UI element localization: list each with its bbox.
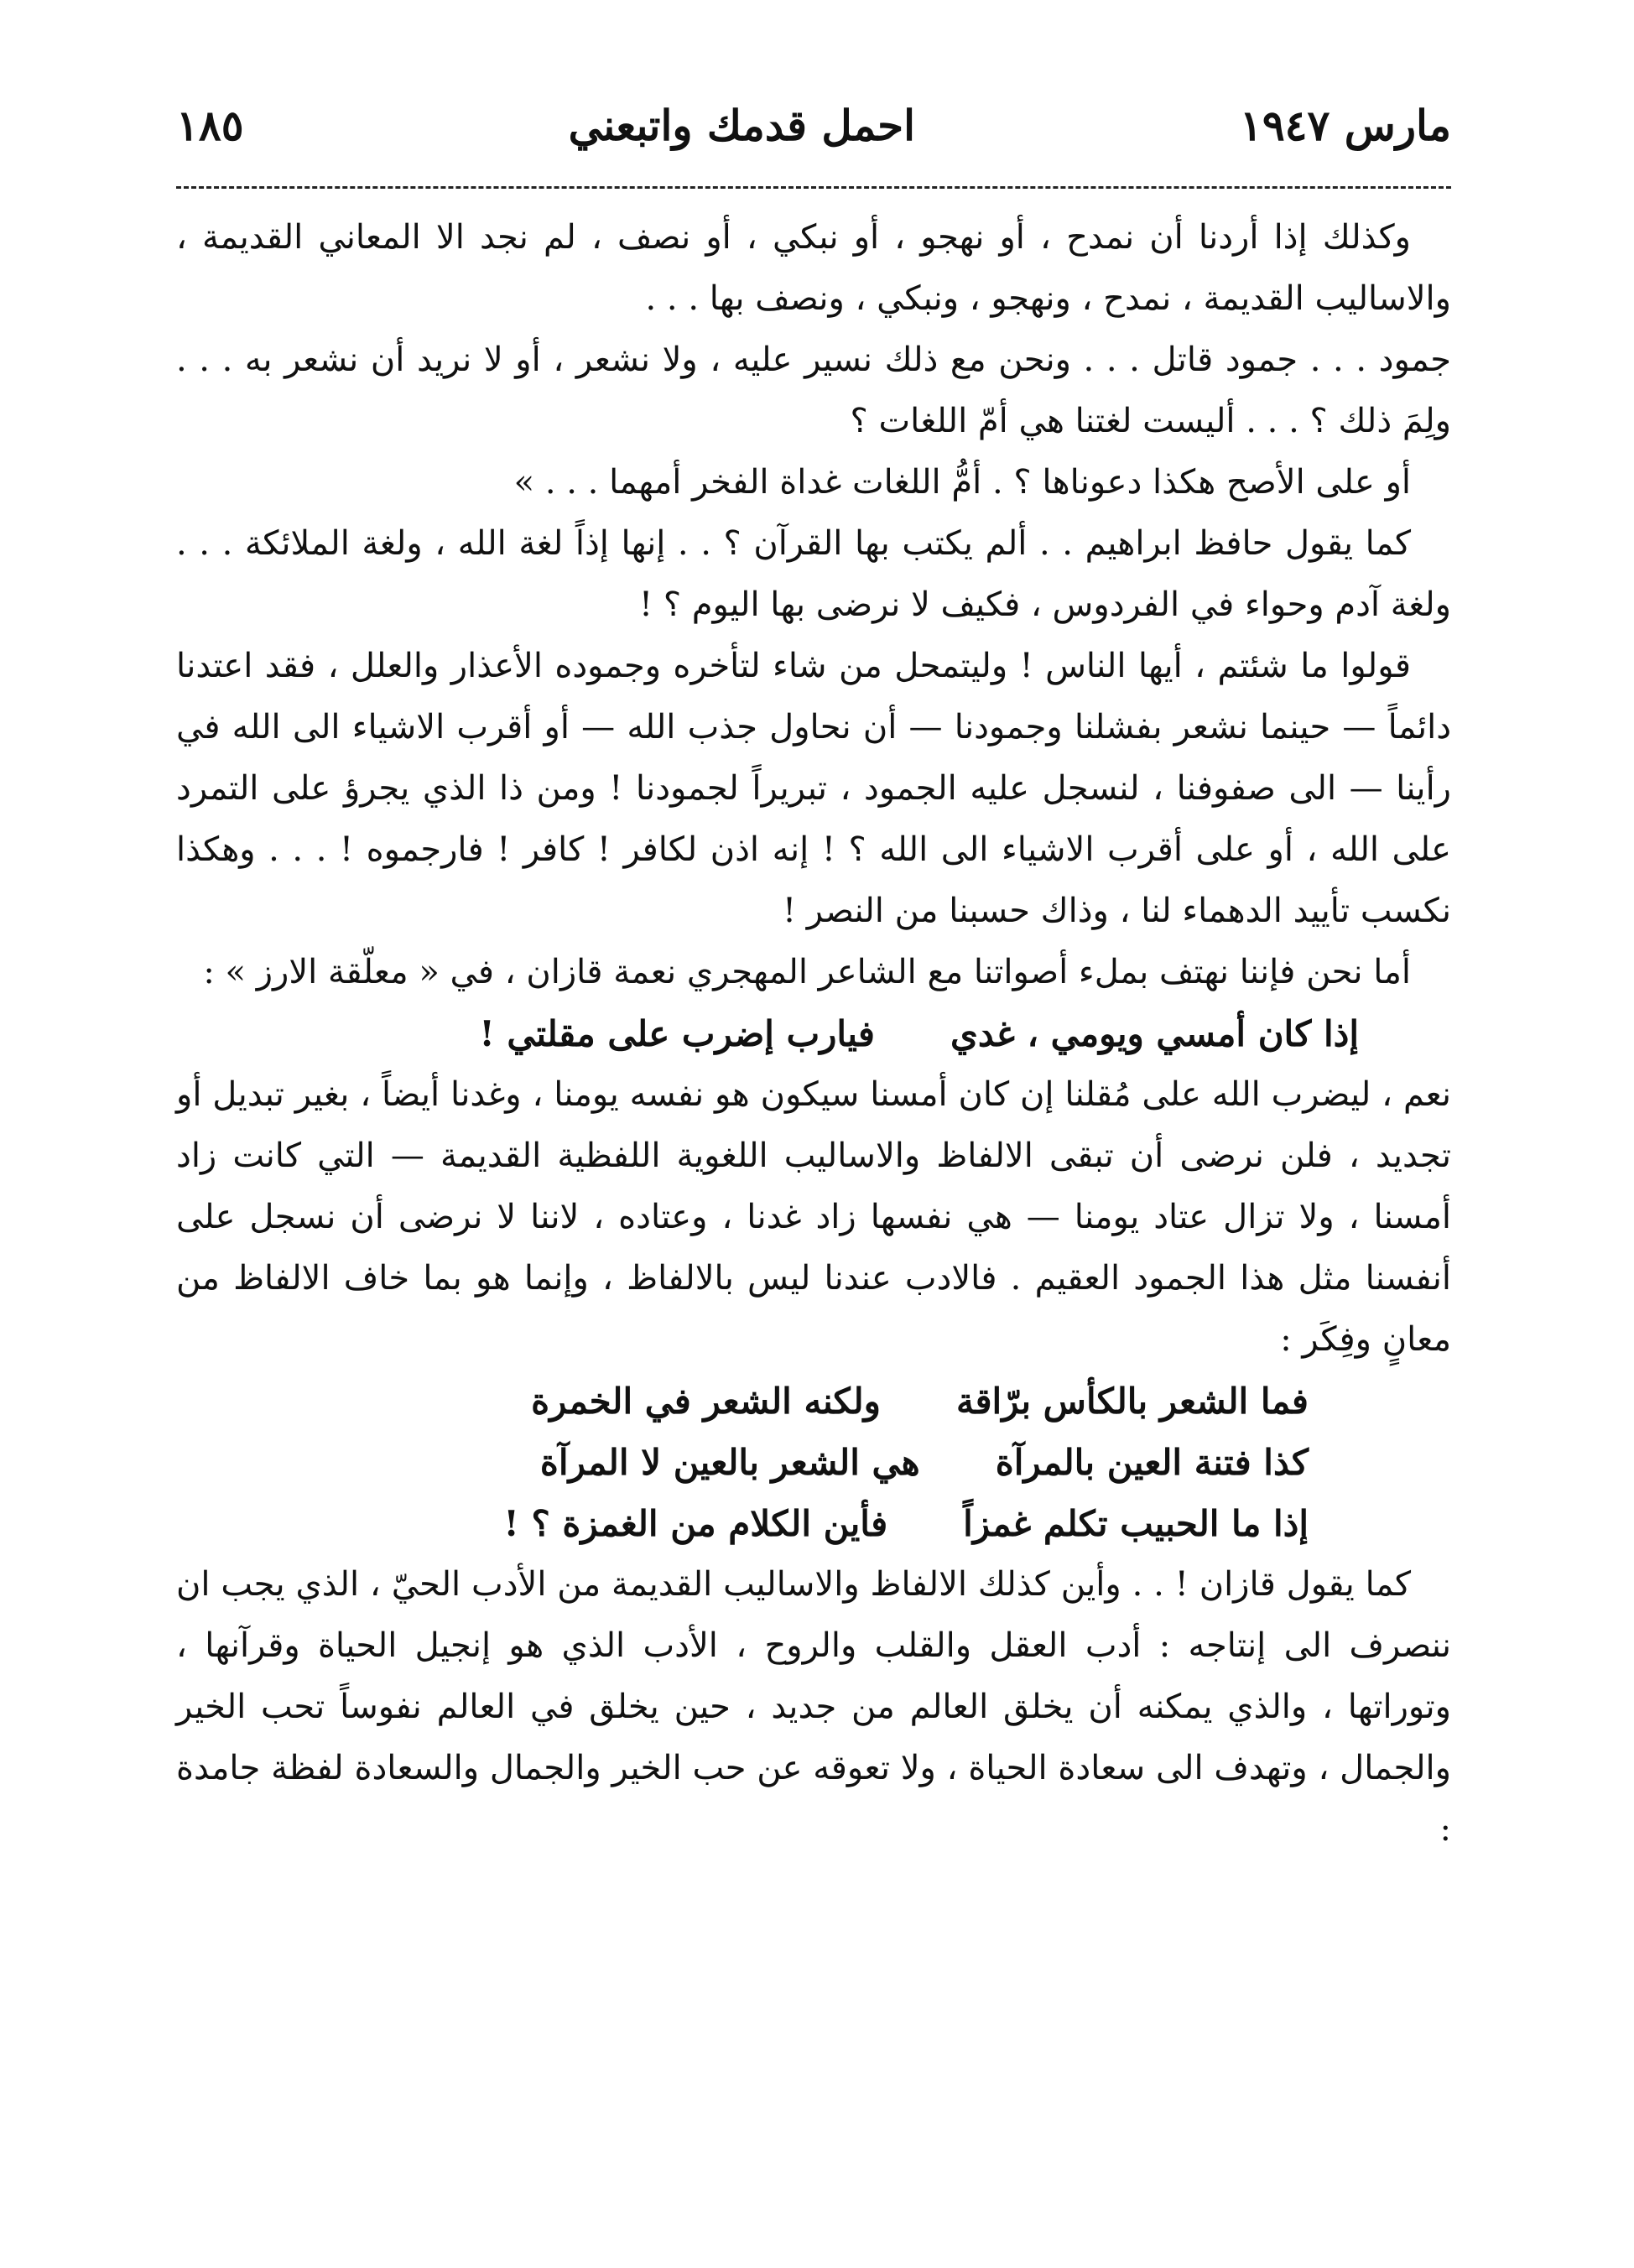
verse-first-hemistich: فما الشعر بالكأس برّاقة — [955, 1381, 1309, 1422]
paragraph: وكذلك إذا أردنا أن نمدح ، أو نهجو ، أو نبكي ، أو نصف ، لم نجد الا المعاني القديمة ، والاساليب القديمة ، نمدح ، ونهجو ، ونبكي ، ونصف بها . . . — [176, 218, 1451, 318]
paragraph: أو على الأصح هكذا دعوناها ؟ . أمُّ اللغات غداة الفخر أمهما . . . » — [513, 463, 1411, 502]
paragraph: كما يقول قازان ! . . وأين كذلك الالفاظ والاساليب القديمة من الأدب الحيّ ، الذي يجب ان ننصرف الى إنتاجه : أدب العقل والقلب والروح ، الأدب الذي هو إنجيل الحياة وقرآنها ، وتوراتها ، والذي يمكنه أن يخلق العالم من جديد ، حين يخلق في العالم نفوساً تحب الخير والجمال ، وتهدف الى سعادة الحياة ، ولا تعوقه عن حب الخير والجمال والسعادة لفظة جامدة : — [176, 1565, 1451, 1849]
paragraph: كما يقول حافظ ابراهيم . . ألم يكتب بها القرآن ؟ . . إنها إذاً لغة الله ، ولغة الملائكة . . . ولغة آدم وحواء في الفردوس ، فكيف لا نرضى بها اليوم ؟ ! — [176, 524, 1451, 624]
verse-second-hemistich: فأين الكلام من الغمزة ؟ ! — [503, 1503, 888, 1544]
page-body — [176, 207, 1451, 1860]
verse-second-hemistich: هي الشعر بالعين لا المرآة — [539, 1442, 920, 1483]
verse-line — [176, 1003, 1451, 1064]
running-header — [176, 101, 1451, 178]
verse-first-hemistich: إذا ما الحبيب تكلم غمزاً — [963, 1503, 1309, 1544]
header-date: مارس ١٩٤٧ — [1239, 101, 1451, 150]
page-number: ١٨٥ — [176, 101, 244, 150]
paragraph: جمود . . . جمود قاتل . . . ونحن مع ذلك نسير عليه ، ولا نشعر ، أو لا نريد أن نشعر به . . . ولِمَ ذلك ؟ . . . أليست لغتنا هي أمّ اللغات ؟ — [176, 341, 1451, 440]
book-page — [176, 101, 1451, 2198]
verse-first-hemistich: كذا فتنة العين بالمرآة — [995, 1442, 1309, 1483]
verse-first-hemistich: إذا كان أمسي ويومي ، غدي — [950, 1013, 1359, 1054]
header-title: احمل قدمك واتبعني — [568, 101, 915, 150]
paragraph: نعم ، ليضرب الله على مُقلنا إن كان أمسنا سيكون هو نفسه يومنا ، وغدنا أيضاً ، بغير تبديل أو تجديد ، فلن نرضى أن تبقى الالفاظ والاساليب اللغوية اللفظية القديمة — التي كانت زاد أمسنا ، ولا تزال عتاد يومنا — هي نفسها زاد غدنا ، وعتاده ، لاننا لا نرضى أن نسجل على أنفسنا مثل هذا الجمود العقيم . فالادب عندنا ليس بالالفاظ ، وإنما هو بما خاف الالفاظ من معانٍ وفِكَر : — [176, 1075, 1452, 1359]
verse-line — [176, 1432, 1451, 1493]
verse-line — [176, 1493, 1451, 1554]
paragraph: أما نحن فإننا نهتف بملء أصواتنا مع الشاعر المهجري نعمة قازان ، في « معلّقة الارز » : — [203, 953, 1411, 991]
verse-second-hemistich: ولكنه الشعر في الخمرة — [531, 1381, 881, 1422]
header-divider — [176, 186, 1451, 189]
verse-line — [176, 1371, 1451, 1432]
verse-second-hemistich: فيارب إضرب على مقلتي ! — [479, 1013, 875, 1054]
paragraph: قولوا ما شئتم ، أيها الناس ! وليتمحل من شاء لتأخره وجموده الأعذار والعلل ، فقد اعتدنا دائماً — حينما نشعر بفشلنا وجمودنا — أن نحاول جذب الله — أو أقرب الاشياء الى الله في رأينا — الى صفوفنا ، لنسجل عليه الجمود ، تبريراً لجمودنا ! ومن ذا الذي يجرؤ على التمرد على الله ، أو على أقرب الاشياء الى الله ؟ ! إنه اذن لكافر ! كافر ! فارجموه ! . . . وهكذا نكسب تأييد الدهماء لنا ، وذاك حسبنا من النصر ! — [176, 647, 1452, 930]
